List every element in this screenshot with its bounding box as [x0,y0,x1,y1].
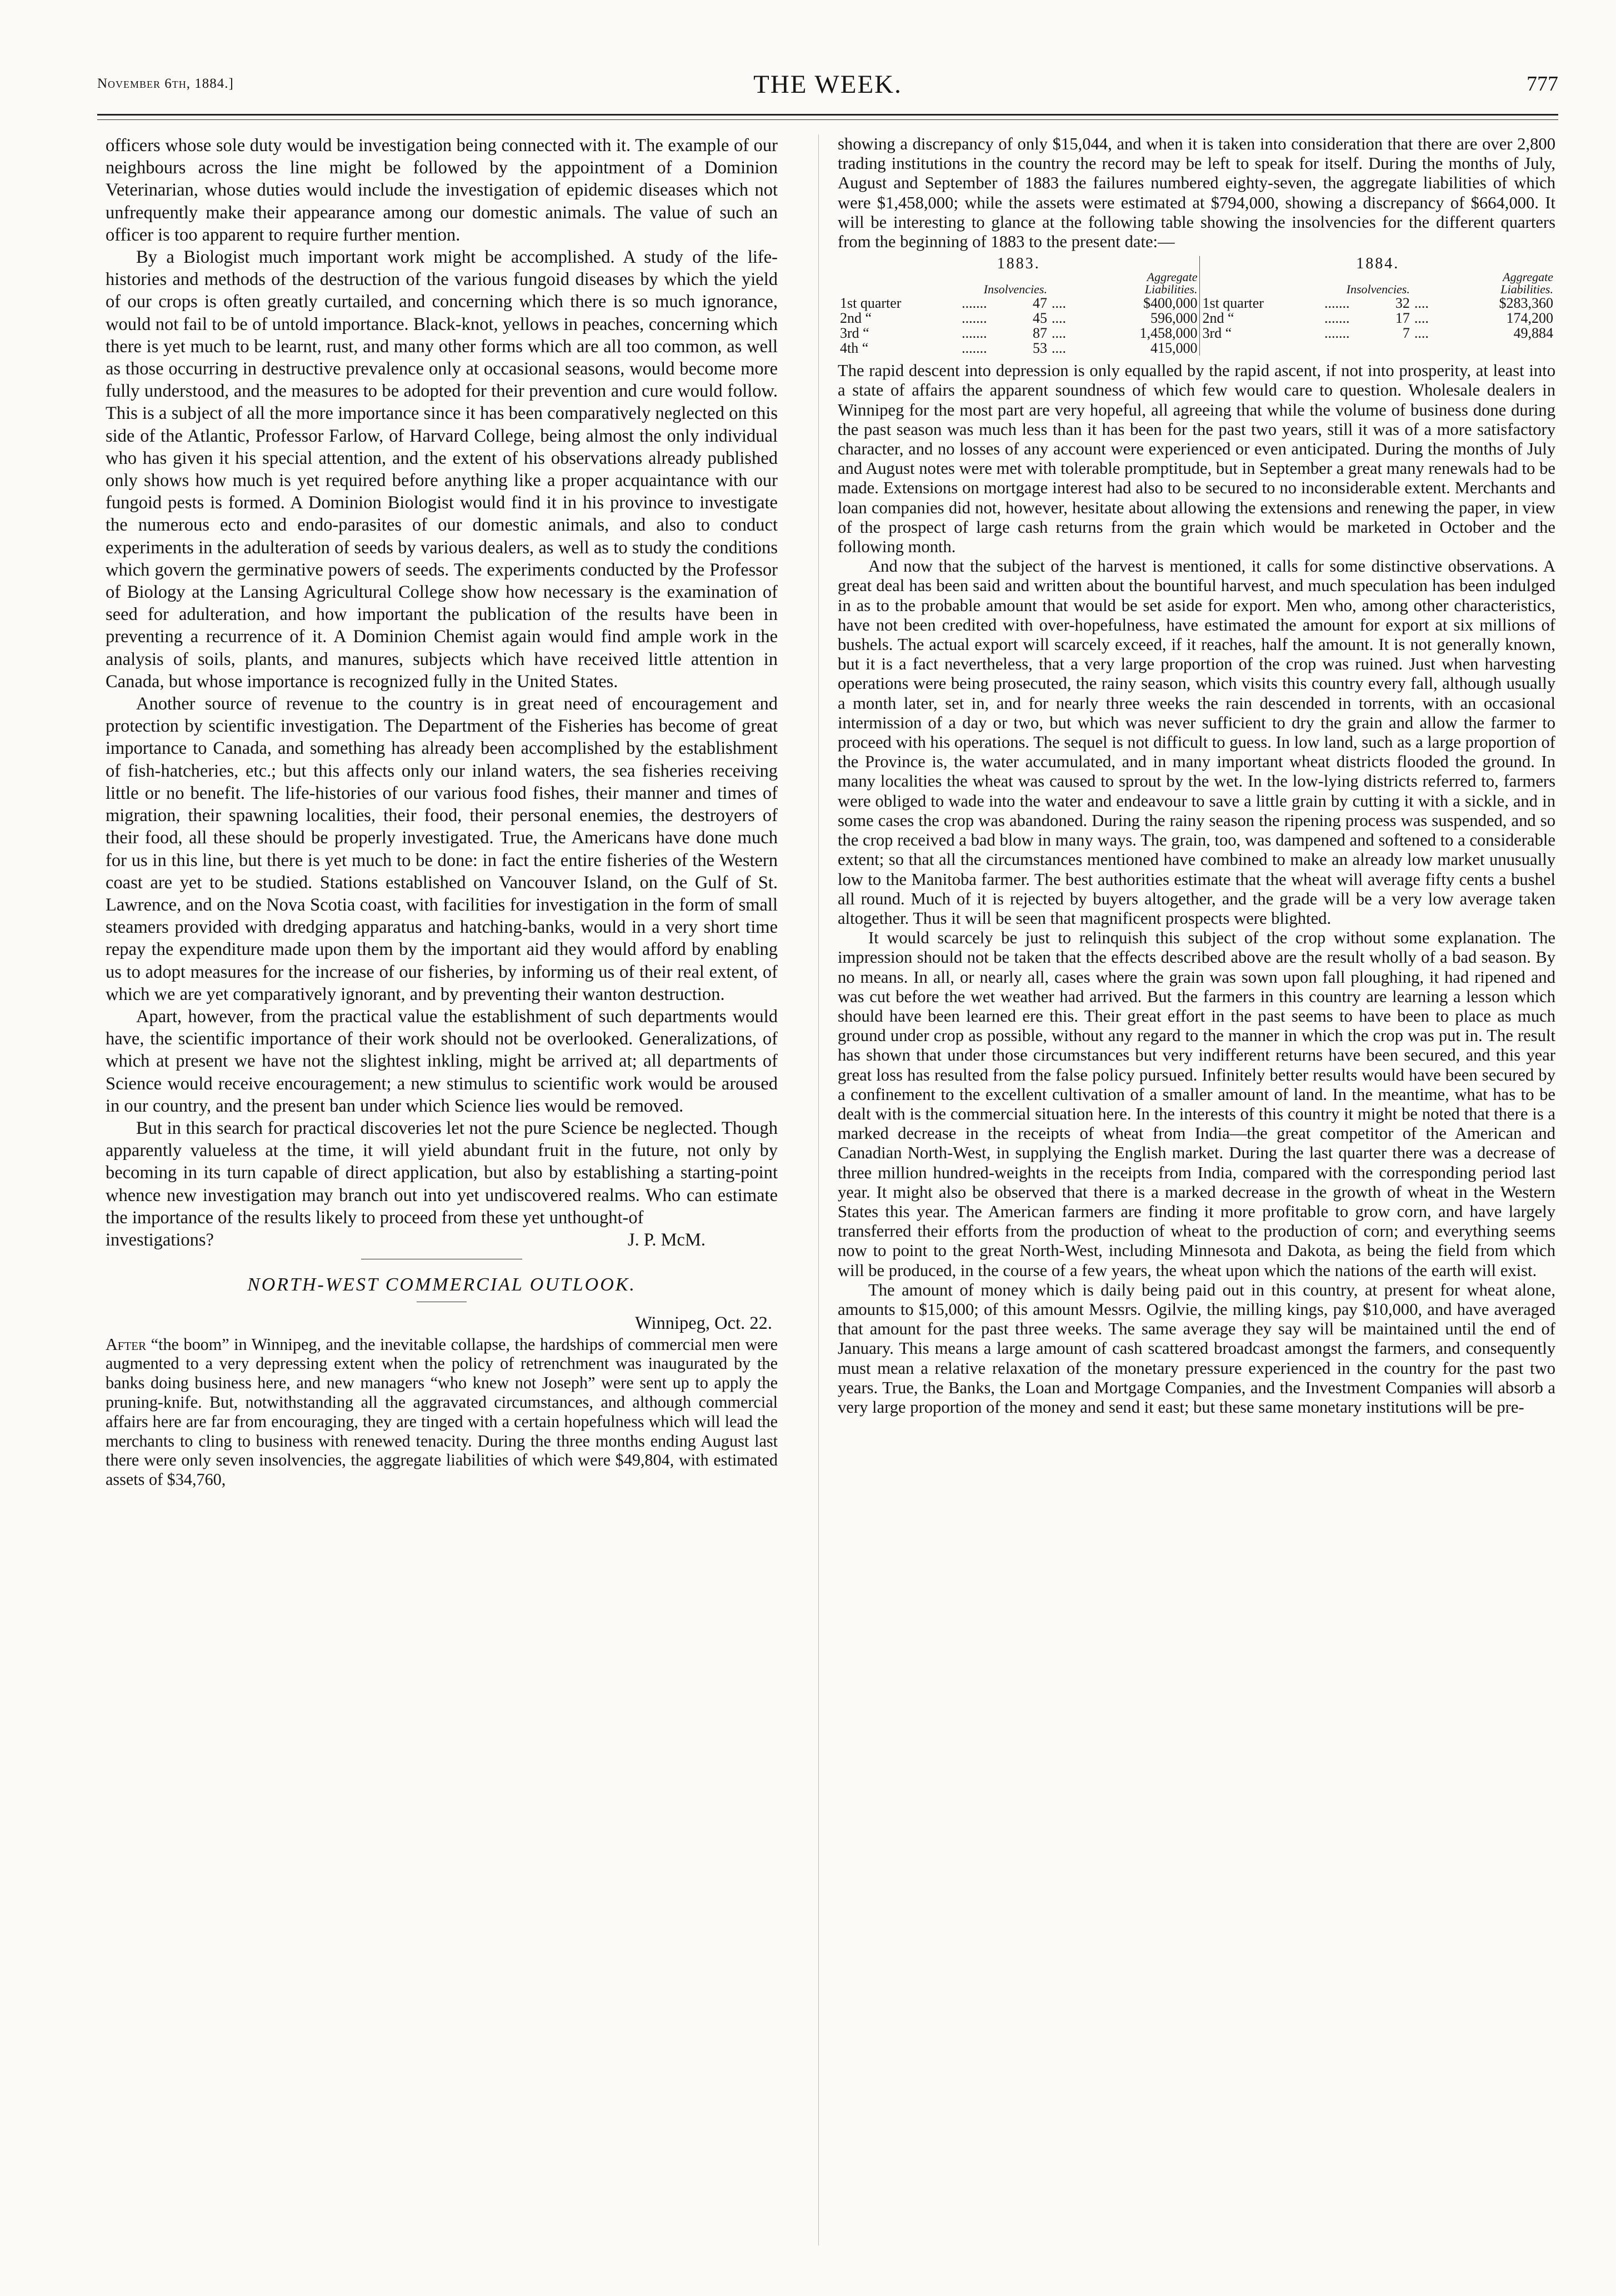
paragraph: The amount of money which is daily being paid out in this country, at present for wheat alone, amounts to $15,000; of this amount Messrs. Ogilvie, the milling kings, pay $10,000, and have averaged that amount for the past three weeks. The same average they say will be maintained until the end of January. This means a large amount of cash scattered broadcast amongst the farmers, and consequently must mean a relative relaxation of the monetary pressure experienced in the country for the past two years. True, the Banks, the Loan and Mortgage Companies, and the Investment Companies will absorb a very large proportion of the money and send it east; but these same monetary institutions will be pre- [838,1280,1555,1417]
paragraph: By a Biologist much important work might be accomplished. A study of the life-histories and methods of the destruction of the various fungoid diseases by which the yield of our crops is often greatly curtailed, and concerning which there is so much ignorance, would not fail to be of untold importance. Black-knot, yellows in peaches, concerning which there is yet much to be learnt, rust, and many other forms which are all too common, as well as those occurring in destructive prevalence only at occasional seasons, would become more fully understood, and the measures to be adopted for their prevention and cure would follow. This is a subject of all the more importance since it has been comparatively neglected on this side of the Atlantic, Professor Farlow, of Harvard College, being almost the only individual who has given it his special attention, and the extent of his observations already published only shows how much is yet required before anything like a proper acquaintance with our fungoid pests is formed. A Dominion Biologist would find it in his province to investigate the numerous ecto and endo-parasites of our domestic animals, and also to conduct experiments in the adulteration of seeds by various dealers, as well as to study the conditions which govern the germinative powers of seeds. The experiments conducted by the Professor of Biology at the Lansing Agricultural College show how necessary is the examination of seed for adulteration, and how important the publication of the results have been in preventing a recurrence of it. A Dominion Chemist again would find ample work in the analysis of soils, plants, and manures, subjects which have received little attention in Canada, but whose importance is recognized fully in the United States. [106,247,778,692]
column-header: Insolvencies. [983,282,1047,297]
header-rule-thin [97,119,1558,120]
table-year-row [838,256,1555,271]
table-header-row [838,271,1555,296]
masthead-title: THE WEEK. [753,70,902,99]
page-number: 777 [1527,72,1558,96]
table-row: 3rd “ ....... 87 .... 1,458,000 3rd “ ....... 7 .... 49,884 [840,325,1553,342]
paragraph-text: “the boom” in Winnipeg, and the inevitable collapse, the hardships of commercial men were augmented to a very depressing extent when the policy of retrenchment was inaugurated by the banks doing business here, and new managers “who knew not Joseph” were sent up to apply the pruning-knife. But, notwithstanding all the aggravated circumstances, and although commercial affairs here are far from encouraging, they are tinged with a certain hopefulness which will lead the merchants to cling to business with renewed tenacity. During the three months ending August last there were only seven insolvencies, the aggregate liabilities of which were $49,804, with estimated assets of $34,760, [106,1334,778,1489]
paragraph: The rapid descent into depression is only equalled by the rapid ascent, if not into prosperity, at least into a state of affairs the apparent soundness of which few would care to question. Wholesale dealers in Winnipeg for the most part are very hopeful, all agreeing that while the volume of business done during the past season was much less than it has been for the past two years, still it was of a more satisfactory character, and no losses of any account were experienced or even anticipated. During the months of July and August notes were met with tolerable promptitude, but in September a great many renewals had to be made. Extensions on mortgage interest had also to be secured to no inconsiderable extent. Merchants and loan companies did not, however, hesitate about allowing the extensions and renewing the paper, in view of the prospect of large cash returns from the grain which would be marketed in October and the following month. [838,361,1555,557]
table-row: 1st quarter ....... 47 .... $400,000 1st quarter ....... 32 .... $283,360 [840,295,1553,312]
page-header [97,69,1558,111]
year-heading: 1884. [1200,256,1555,271]
column-header: Insolvencies. [1200,271,1412,296]
opening-word: After [106,1334,147,1354]
author-signature: J. P. McM. [628,1229,706,1250]
right-column [838,134,1555,1417]
header-rule-thick [97,114,1558,116]
column-header: Aggregate Liabilities. [1144,270,1198,297]
paragraph: officers whose sole duty would be investigation being connected with it. The example of our neighbours across the line might be followed by the appointment of a Dominion Veterinarian, whose duties would include the investigation of epidemic diseases which not unfrequently make their appearance among our domestic animals. The value of such an officer is too apparent to require further mention. [106,136,778,245]
issue-date: November 6th, 1884.] [97,76,234,91]
section-title: NORTH-WEST COMMERCIAL OUTLOOK. [247,1274,636,1295]
column-divider [818,134,819,2245]
left-column [106,134,778,1489]
closing-text: investigations? [106,1229,214,1250]
dateline: Winnipeg, Oct. 22. [635,1313,772,1334]
paragraph: Apart, however, from the practical value the establishment of such departments would have, the scientific importance of their work should not be overlooked. Generalizations, of which at present we have not the slightest inkling, might be arrived at; all departments of Science would receive encouragement; a new stimulus to scientific work would be aroused in our country, and the present ban under which Science lies would be removed. [106,1006,778,1116]
paragraph: And now that the subject of the harvest is mentioned, it calls for some distinctive observations. A great deal has been said and written about the bountiful harvest, and much speculation has been indulged in as to the probable amount that would be set aside for export. Men who, among other characteristics, have not been credited with over-hopefulness, have estimated the amount for export at six millions of bushels. The actual export will scarcely exceed, if it reaches, half the amount. It is not generally known, but it is a fact nevertheless, that a very large proportion of the crop was ruined. Just when harvesting operations were being prosecuted, the rainy season, which visits this country every fall, although usually a month later, set in, and for nearly three weeks the rain descended in torrents, with an occasional intermission of a day or two, but which was never sufficient to dry the grain and allow the farmer to proceed with his operations. The sequel is not difficult to guess. In low land, such as a large proportion of the Province is, the water accumulated, and in many important wheat districts flooded the ground. In many localities the wheat was caused to sprout by the wet. In the low-lying districts referred to, farmers were obliged to wade into the water and endeavour to save a little grain by cutting it with a sickle, and in some cases the crop was abandoned. During the rainy season the ripening process was suspended, and so the crop received a bad blow in many ways. The grain, too, was dampened and softened to a considerable extent; so that all the circumstances mentioned have combined to make an already low market unusually low to the Manitoba farmer. The best authorities estimate that the wheat will average fifty cents a bushel all round. Much of it is rejected by buyers altogether, and the grade will be a very low average taken altogether. Thus it will be seen that magnificent prospects were blighted. [838,557,1555,928]
table-row: 2nd “ ....... 45 .... 596,000 2nd “ ....... 17 .... 174,200 [840,310,1553,327]
closing-line [106,1229,778,1251]
insolvency-table [838,256,1555,356]
paragraph [106,1335,778,1489]
paragraph: But in this search for practical discoveries let not the pure Science be neglected. Though apparently valueless at the time, it will yield abundant fruit in the future, not only by becoming in its turn capable of direct application, but also by establishing a starting-point whence new investigation may branch out into yet undiscovered realms. Who can estimate the importance of the results likely to proceed from these yet unthought-of [106,1118,778,1228]
paragraph: Another source of revenue to the country is in great need of encouragement and protection by scientific investigation. The Department of the Fisheries has become of great importance to Canada, and something has already been accomplished by the establishment of fish-hatcheries, etc.; but this affects only our inland waters, the sea fisheries receiving little or no benefit. The life-histories of our various food fishes, their manner and times of migration, their spawning localities, their food, their personal enemies, the destroyers of their food, all these should be properly investigated. True, the Americans have done much for us in this line, but there is yet much to be done: in fact the entire fisheries of the Western coast are yet to be studied. Stations established on Vancouver Island, on the Gulf of St. Lawrence, and on the Nova Scotia coast, with facilities for investigation in the form of small steamers provided with dredging apparatus and hatching-banks, would in a very short time repay the expenditure made upon them by the important aid they would afford by enabling us to adopt measures for the increase of our fisheries, by informing us of their real extent, of which we are yet comparatively ignorant, and by preventing their wanton destruction. [106,694,778,1004]
paragraph: showing a discrepancy of only $15,044, and when it is taken into consideration that there are over 2,800 trading institutions in the country the record may be left to speak for itself. During the months of July, August and September of 1883 the failures numbered eighty-seven, the aggregate liabilities of which were $1,458,000; while the assets were estimated at $794,000, showing a discrepancy of $664,000. It will be interesting to glance at the following table showing the insolvencies for the different quarters from the beginning of 1883 to the present date:— [838,134,1555,252]
paragraph: It would scarcely be just to relinquish this subject of the crop without some explanation. The impression should not be taken that the effects described above are the result wholly of a bad season. By no means. In all, or nearly all, cases where the grain was sown upon fall ploughing, it had ripened and was cut before the wet weather had arrived. But the farmers in this country are learning a lesson which should have been learned ere this. Their great effort in the past seems to have been to place as much ground under crop as possible, without any regard to the manner in which the crop was put in. The result has shown that under those circumstances but very indifferent returns have been secured, and this year great loss has resulted from the false policy pursued. Infinitely better results would have been secured by a confinement to the excellent cultivation of a smaller amount of land. In the meantime, what has to be dealt with is the commercial situation here. In the interests of this country it might be noted that there is a marked decrease in the receipts of wheat from India—the great competitor of the American and Canadian North-West, in supplying the English market. During the last quarter there was a decrease of three million hundred-weights in the receipts from India, compared with the corresponding period last year. It might also be observed that there is a marked decrease in the growth of wheat in the Western States this year. The American farmers are finding it more profitable to grow corn, and have largely transferred their efforts from the production of wheat to the production of corn; and everything seems now to point to the great North-West, including Minnesota and Dakota, as being the field from which will be produced, in the course of a few years, the wheat upon which the nations of the earth will exist. [838,928,1555,1280]
year-heading: 1883. [997,255,1040,273]
table-row: 4th “ ....... 53 .... 415,000 [838,341,1555,356]
column-header: Aggregate Liabilities. [1500,270,1553,297]
